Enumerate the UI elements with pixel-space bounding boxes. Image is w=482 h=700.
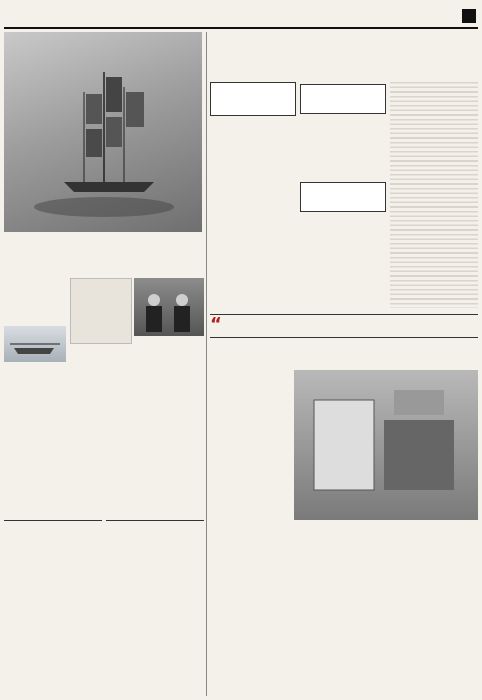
feature-caption <box>4 236 202 250</box>
quote-text <box>226 317 474 335</box>
feature-photo <box>4 32 202 232</box>
column-divider <box>206 32 207 696</box>
flying-car-photo <box>4 326 66 362</box>
notice-block-1 <box>4 520 102 697</box>
right-box1 <box>210 82 296 116</box>
left2-body <box>4 407 66 477</box>
masthead-rule <box>4 27 478 29</box>
right-body <box>210 118 294 308</box>
center-photo <box>134 278 204 336</box>
left-article-2 <box>4 404 66 494</box>
core-sidebar <box>70 278 132 344</box>
center-body-a <box>70 354 134 494</box>
quote-band <box>210 314 478 338</box>
quote-mark-icon: “ <box>210 314 222 335</box>
notice1-body <box>4 523 102 673</box>
bottom-body-a <box>210 374 274 414</box>
center-article <box>70 256 204 518</box>
bottom-right-article <box>210 340 478 696</box>
notice2-body <box>106 523 204 663</box>
left1-body <box>4 259 66 319</box>
core-sidebar-body <box>73 281 129 333</box>
notice-block-2 <box>106 520 204 697</box>
right-box2 <box>300 84 386 114</box>
page-number-box <box>462 9 476 23</box>
bottom-photo <box>294 370 478 520</box>
ship-drawing <box>4 32 202 232</box>
right-body-col3 <box>390 82 478 308</box>
right-box3 <box>300 182 386 212</box>
right-article <box>210 42 478 312</box>
